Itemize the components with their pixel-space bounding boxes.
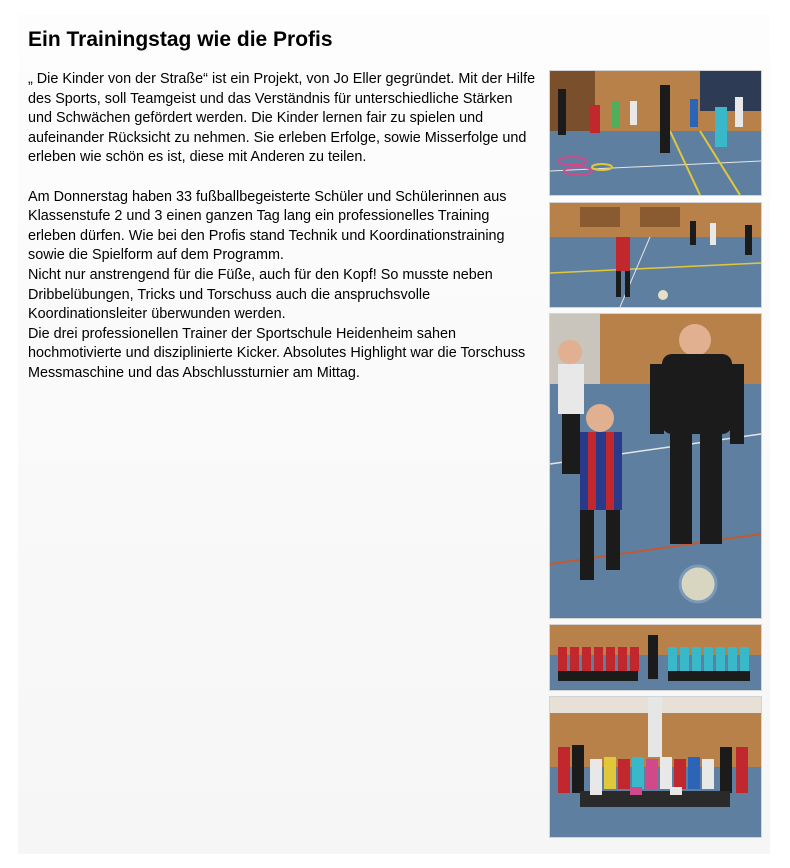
paragraph-exercises: Nicht nur anstrengend für die Füße, auch für den Kopf! So musste neben Dribbelübungen, Tricks und Torschuss auch die anspruchsvolle Koordinationsleiter überwunden werden. [28,266,493,323]
article-page [18,14,770,854]
photo-teams-lineup [549,624,762,691]
article-title: Ein Trainingstag wie die Profis [28,28,333,51]
paragraph-training-day: Am Donnerstag haben 33 fußballbegeisterte Schüler und Schülerinnen aus Klassenstufe 2 und 3 einen ganzen Tag lang ein professionelles Training erleben dürfen. Wie bei den Profis stand Technik und Koordinationstraining sowie die Spielform auf dem Programm. [28,188,507,264]
paragraph-trainers: Die drei professionellen Trainer der Sportschule Heidenheim sahen hochmotivierte und disziplinierte Kicker. Absolutes Highlight war die Torschuss Messmaschine und das Abschlussturnier am Mittag. [28,325,526,381]
photo-group [549,696,762,838]
photo-coordination-drill [549,70,762,196]
article-body [28,70,538,384]
paragraph-intro: „ Die Kinder von der Straße“ ist ein Projekt, von Jo Eller gegründet. Mit der Hilfe des Sports, soll Teamgeist und das Verständnis für unterschiedliche Stärken und Schwächen gefördert werden. Die Kinder lernen fair zu spielen und aufeinander Rücksicht zu nehmen. Sie erleben Erfolge, sowie Misserfolge und erleben wie schön es ist, diese mit Anderen zu teilen. [28,71,536,166]
photo-trainer-with-child [549,313,762,619]
photo-dribbling [549,202,762,308]
